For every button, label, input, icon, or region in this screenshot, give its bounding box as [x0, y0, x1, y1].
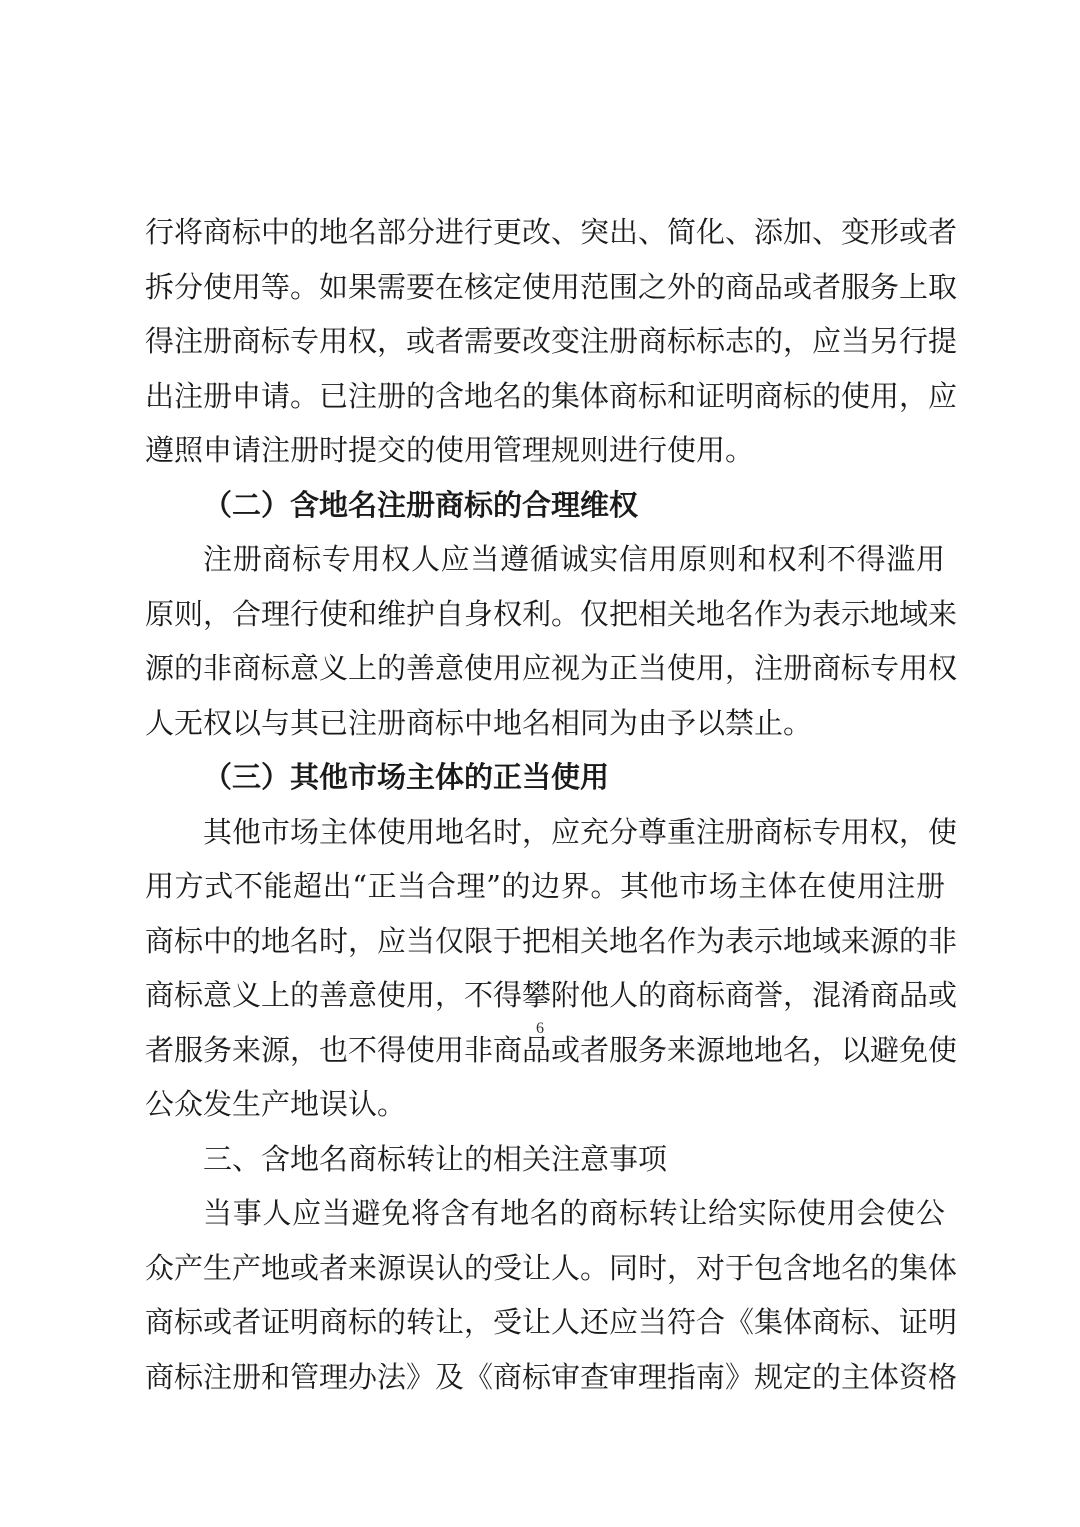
paragraph-line: 当事人应当避免将含有地名的商标转让给实际使用会使公 [203, 1196, 945, 1230]
paragraph-line: 用方式不能超出“正当合理”的边界。其他市场主体在使用注册 [145, 869, 945, 903]
paragraph-line: 公众发生产地误认。 [145, 1087, 407, 1121]
paragraph-line: 原则，合理行使和维护自身权利。仅把相关地名作为表示地域来 [145, 596, 958, 631]
paragraph-line: 出注册申请。已注册的含地名的集体商标和证明商标的使用，应 [145, 378, 958, 413]
paragraph-line: 遵照申请注册时提交的使用管理规则进行使用。 [145, 433, 755, 467]
paragraph-line: 人无权以与其已注册商标中地名相同为由予以禁止。 [145, 705, 813, 740]
paragraph-line: 商标中的地名时，应当仅限于把相关地名作为表示地域来源的非 [145, 923, 958, 958]
chapter-heading: 三、含地名商标转让的相关注意事项 [203, 1141, 668, 1176]
paragraph-line: 众产生产地或者来源误认的受让人。同时，对于包含地名的集体 [145, 1250, 958, 1285]
paragraph-line: 者服务来源，也不得使用非商品或者服务来源地地名，以避免使 [145, 1032, 958, 1067]
section-heading: （三）其他市场主体的正当使用 [203, 760, 610, 794]
paragraph-line: 拆分使用等。如果需要在核定使用范围之外的商品或者服务上取 [145, 269, 958, 304]
paragraph-line: 行将商标中的地名部分进行更改、突出、简化、添加、变形或者 [145, 215, 958, 249]
page-number: 6 [536, 1020, 544, 1037]
section-heading: （二）含地名注册商标的合理维权 [203, 487, 639, 522]
paragraph-line: 商标或者证明商标的转让，受让人还应当符合《集体商标、证明 [145, 1305, 958, 1339]
paragraph-line: 源的非商标意义上的善意使用应视为正当使用，注册商标专用权 [145, 651, 958, 685]
paragraph-line: 得注册商标专用权，或者需要改变注册商标标志的，应当另行提 [145, 324, 958, 358]
paragraph-line: 注册商标专用权人应当遵循诚实信用原则和权利不得滥用 [203, 542, 945, 576]
paragraph-line: 商标意义上的善意使用，不得攀附他人的商标商誉，混淆商品或 [145, 978, 958, 1012]
paragraph-line: 其他市场主体使用地名时，应充分尊重注册商标专用权，使 [203, 814, 958, 849]
body-text [145, 205, 958, 1404]
paragraph-line: 商标注册和管理办法》及《商标审查审理指南》规定的主体资格 [145, 1359, 958, 1394]
